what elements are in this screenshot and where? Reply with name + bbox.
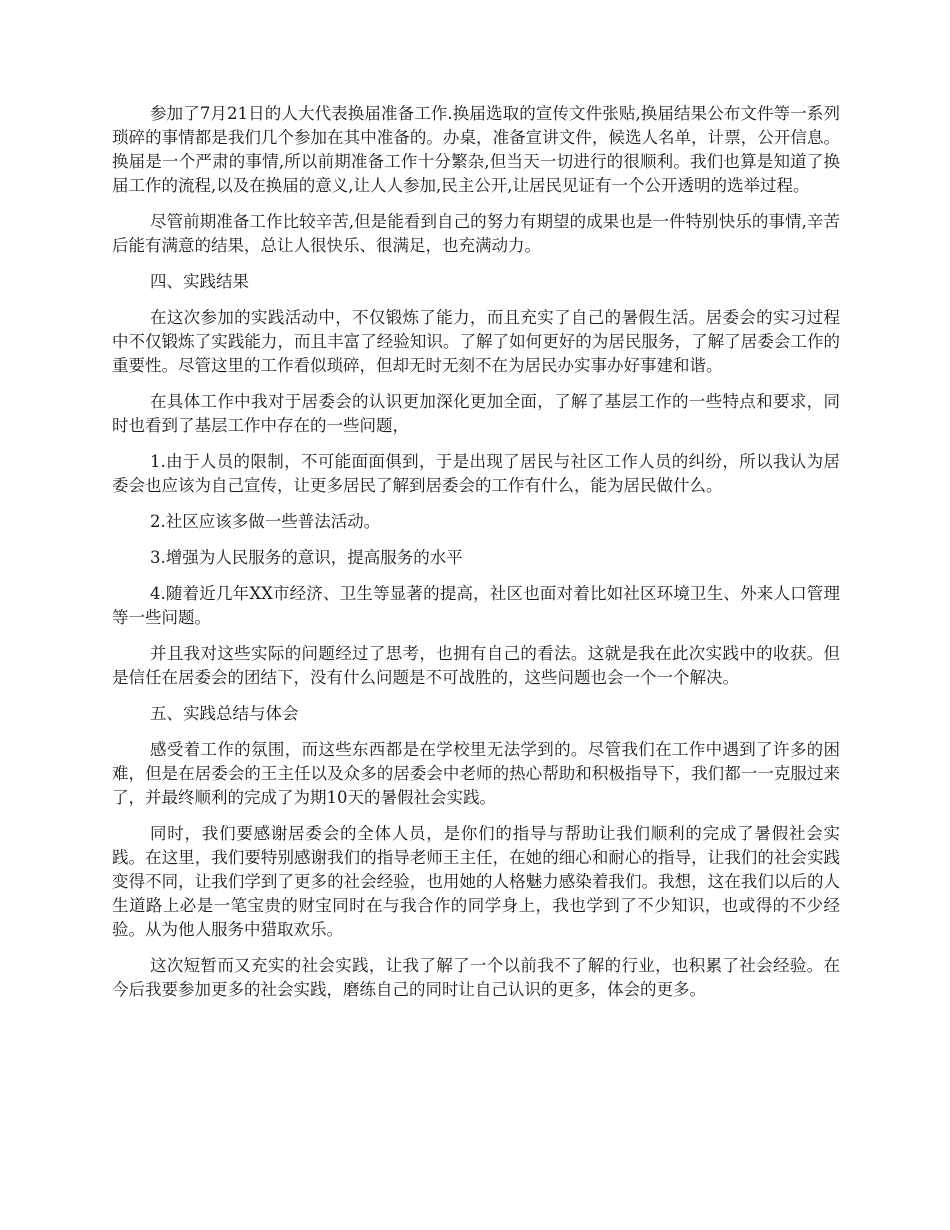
paragraph-election-preparation: 参加了7月21日的人大代表换届准备工作.换届选取的宣传文件张贴,换届结果公布文件等一系列琐碎的事情都是我们几个参加在其中准备的。办桌，准备宣讲文件，候选人名单，计票，公开信息。换届是一个严肃的事情,所以前期准备工作十分繁杂,但当天一切进行的很顺利。我们也算是知道了换届工作的流程,以及在换届的意义,让人人参加,民主公开,让居民见证有一个公开透明的选举过程。 (112, 104, 840, 195)
paragraph-work-atmosphere: 感受着工作的氛围，而这些东西都是在学校里无法学到的。尽管我们在工作中遇到了许多的困难，但是在居委会的王主任以及众多的居委会中老师的热心帮助和积极指导下，我们都一一克服过来了，并最终顺利的完成了为期10天的暑假社会实践。 (112, 740, 840, 807)
document-body (112, 102, 840, 1014)
paragraph-reflection: 并且我对这些实际的问题经过了思考，也拥有自己的看法。这就是我在此次实践中的收获。但是信任在居委会的团结下，没有什么问题是不可战胜的，这些问题也会一个一个解决。 (112, 644, 840, 687)
section-heading-practice-results: 四、实践结果 (150, 272, 249, 291)
paragraph-gratitude: 同时，我们要感谢居委会的全体人员，是你们的指导与帮助让我们顺利的完成了暑假社会实践。在这里，我们要特别感谢我们的指导老师王主任，在她的细心和耐心的指导，让我们的社会实践变得不同，让我们学到了更多的社会经验，也用她的人格魅力感染着我们。我想，这在我们以后的人生道路上必是一笔宝贵的财宝同时在与我合作的同学身上，我也学到了不少知识，也或得的不少经验。从为他人服务中猎取欢乐。 (112, 824, 840, 939)
list-item-3: 3.增强为人民服务的意识，提高服务的水平 (150, 548, 463, 567)
list-item-1: 1.由于人员的限制，不可能面面俱到，于是出现了居民与社区工作人员的纠纷，所以我认为居委会也应该为自己宣传，让更多居民了解到居委会的工作有什么，能为居民做什么。 (112, 452, 840, 495)
list-item-2: 2.社区应该多做一些普法活动。 (150, 512, 381, 531)
section-heading-summary: 五、实践总结与体会 (150, 704, 299, 723)
paragraph-conclusion: 这次短暂而又充实的社会实践，让我了解了一个以前我不了解的行业，也积累了社会经验。在今后我要参加更多的社会实践，磨练自己的同时让自己认识的更多，体会的更多。 (112, 956, 840, 999)
paragraph-understanding-committee: 在具体工作中我对于居委会的认识更加深化更加全面，了解了基层工作的一些特点和要求，同时也看到了基层工作中存在的一些问题， (112, 392, 840, 435)
list-item-4: 4.随着近几年XX市经济、卫生等显著的提高，社区也面对着比如社区环境卫生、外来人口管理等一些问题。 (112, 584, 840, 627)
paragraph-hard-work-reward: 尽管前期准备工作比较辛苦,但是能看到自己的努力有期望的成果也是一件特别快乐的事情,辛苦后能有满意的结果，总让人很快乐、很满足，也充满动力。 (112, 212, 840, 255)
paragraph-practice-activity: 在这次参加的实践活动中，不仅锻炼了能力，而且充实了自己的暑假生活。居委会的实习过程中不仅锻炼了实践能力，而且丰富了经验知识。了解了如何更好的为居民服务，了解了居委会工作的重要性。尽管这里的工作看似琐碎，但却无时无刻不在为居民办实事办好事建和谐。 (112, 308, 840, 375)
